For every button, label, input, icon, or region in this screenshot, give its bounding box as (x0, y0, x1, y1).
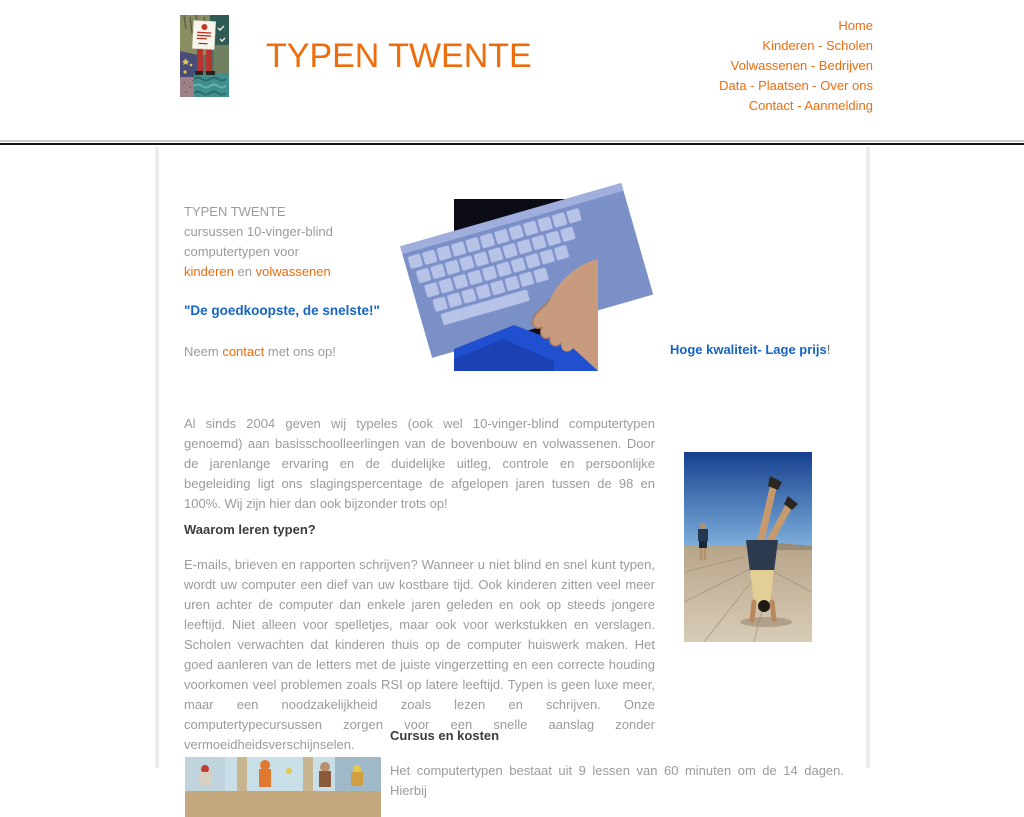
children-illustration-photo (185, 757, 381, 817)
kinderen-link[interactable]: kinderen (184, 264, 234, 279)
nav-link-contact-aanmelding[interactable]: Contact - Aanmelding (748, 98, 873, 113)
contact-line (184, 344, 336, 359)
content-border-left (155, 147, 159, 768)
header-divider-gray (0, 140, 1024, 142)
nav-link-home[interactable]: Home (838, 18, 873, 33)
main-nav (719, 16, 873, 116)
contact-prefix: Neem (184, 344, 219, 359)
contact-suffix: met ons op! (267, 344, 336, 359)
why-paragraph: E-mails, brieven en rapporten schrijven? Wanneer u niet blind en snel kunt typen, wordt uw computer een dief van uw kostbare tijd. Ook kinderen zitten veel meer uren achter de computer dan enkele jaren geleden en ook op steeds jongere leeftijd. Niet alleen voor spelletjes, maar ook voor werkstukken en verslagen. Scholen verwachten dat kinderen thuis op de computer huiswerk maken. Het goed aanleren van de letters met de juiste vingerzetting en een correcte houding voorkomen veel problemen zoals RSI op latere leeftijd. Typen is geen luxe meer, maar een noodzakelijkheid zoals lezen en schrijven. Onze computertypecursussen zorgen voor een snelle aanslag zonder vermoeidheidsverschijnselen. (184, 557, 655, 752)
nav-link-kinderen-scholen[interactable]: Kinderen - Scholen (762, 38, 873, 53)
site-logo-icon[interactable] (180, 15, 229, 97)
intro-line-4 (184, 264, 331, 280)
why-heading: Waarom leren typen? (184, 522, 316, 537)
about-paragraph: Al sinds 2004 geven wij typeles (ook wel 10-vinger-blind computertypen genoemd) aan basisschoolleerlingen van de bovenbouw en volwassenen. Door de jarenlange ervaring en de duidelijke uitleg, controle en persoonlijke begeleiding ligt ons slagingspercentage de afgelopen jaren tussen de 98 en 100%. Wij zijn hier dan ook bijzonder trots op! (184, 416, 655, 511)
nav-link-data-plaatsen-over-ons[interactable]: Data - Plaatsen - Over ons (719, 78, 873, 93)
quality-banner-suffix: ! (826, 342, 831, 357)
quality-banner (670, 342, 830, 357)
header-divider-black (0, 143, 1024, 145)
intro-line-3: computertypen voor (184, 244, 299, 259)
nav-link-volwassenen-bedrijven[interactable]: Volwassenen - Bedrijven (730, 58, 873, 73)
quality-banner-text: Hoge kwaliteit- Lage prijs (670, 342, 827, 357)
page-title: TYPEN TWENTE (266, 37, 532, 75)
content-border-right (866, 147, 870, 768)
contact-link[interactable]: contact (222, 344, 265, 359)
keyboard-photo (454, 199, 598, 371)
volwassenen-link[interactable]: volwassenen (255, 264, 331, 279)
handstand-photo (684, 452, 812, 642)
course-heading: Cursus en kosten (390, 728, 500, 743)
course-paragraph: Het computertypen bestaat uit 9 lessen van 60 minuten om de 14 dagen. Hierbij (390, 763, 844, 798)
intro-and-word: en (237, 264, 252, 279)
intro-line-2: cursussen 10-vinger-blind (184, 224, 333, 239)
intro-line-1: TYPEN TWENTE (184, 204, 286, 219)
slogan-text: "De goedkoopste, de snelste!" (184, 303, 380, 318)
